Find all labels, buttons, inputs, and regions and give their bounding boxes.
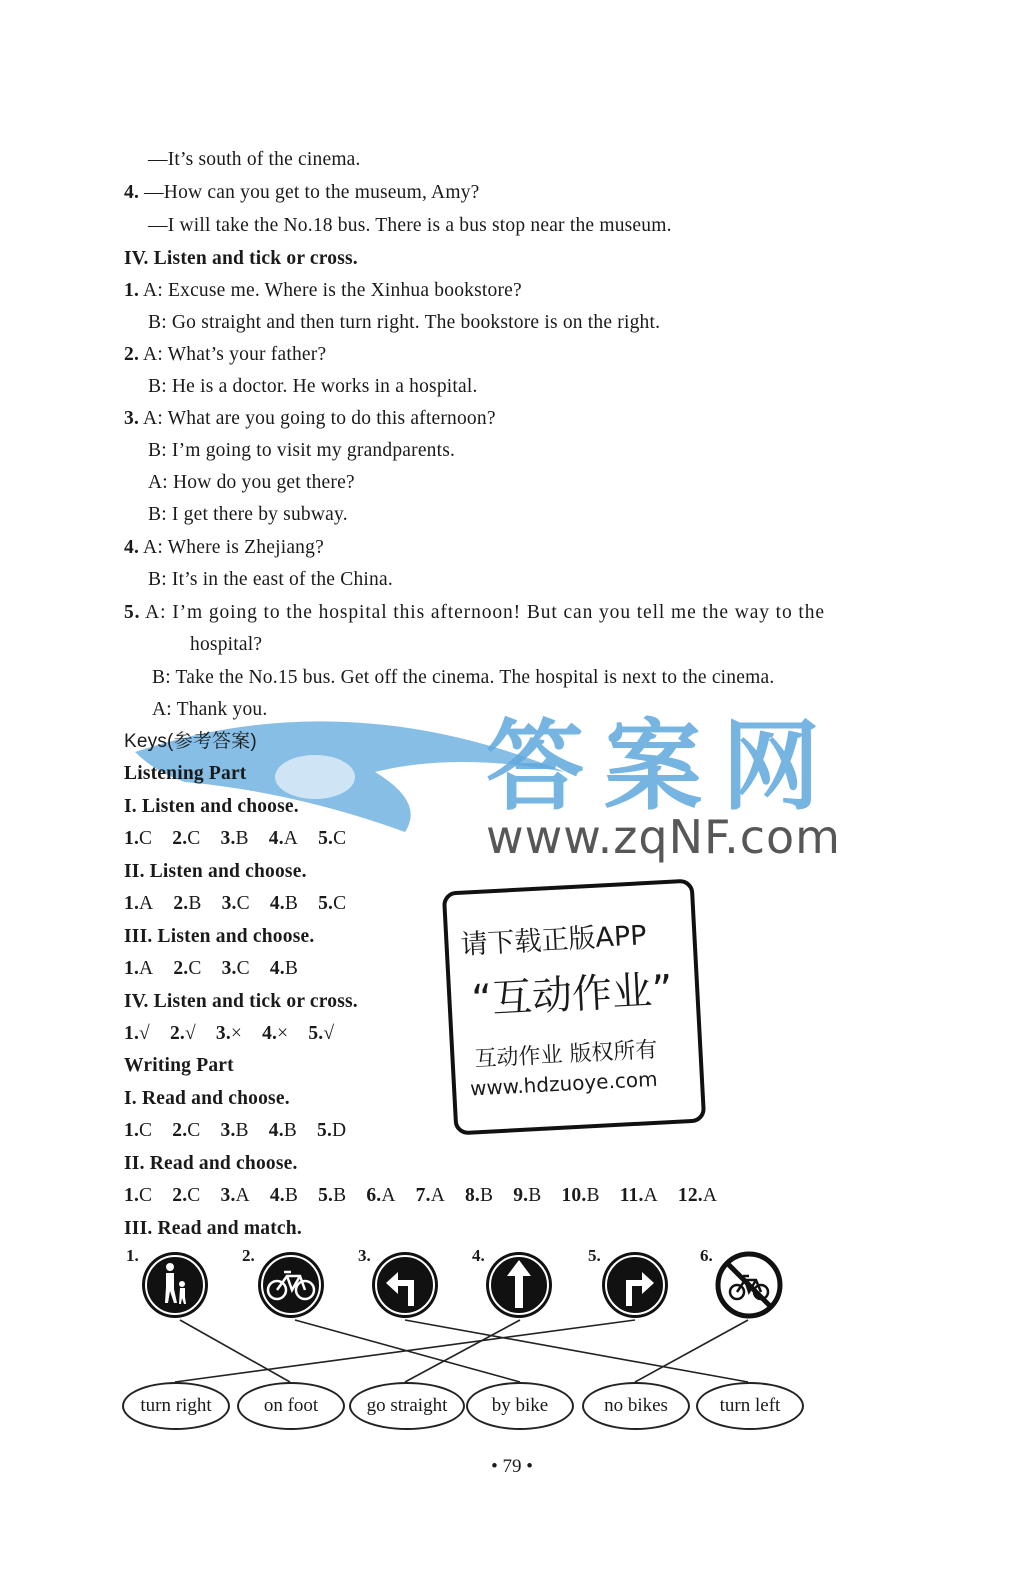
answer-number: 2. (172, 1185, 188, 1206)
answer-item (170, 1022, 196, 1046)
sign-number: 4. (472, 1246, 485, 1265)
answer-item (269, 827, 298, 851)
answer-item (620, 1184, 658, 1208)
answer-number: 2. (172, 1120, 188, 1141)
dialog-line (124, 279, 522, 303)
phrase-oval (466, 1382, 574, 1430)
straight-sign-icon (484, 1250, 554, 1320)
answer-value: C (236, 893, 250, 914)
item-number: 4. (124, 182, 140, 203)
answer-item (173, 957, 201, 981)
answer-value: B (586, 1185, 600, 1206)
bike-sign-icon (256, 1250, 326, 1320)
transcript-line: —It’s south of the cinema. (148, 149, 361, 170)
answer-value: B (333, 1185, 347, 1206)
answer-item (678, 1184, 717, 1208)
stamp-line: “互动作业” (470, 966, 674, 1024)
pedestrian-sign-icon (140, 1250, 210, 1320)
turn-right-sign-icon (600, 1250, 670, 1320)
phrase-label: turn right (140, 1395, 212, 1416)
phrase-oval (582, 1382, 690, 1430)
answer-row (124, 957, 318, 981)
sign-number: 5. (588, 1246, 601, 1265)
answer-item (172, 827, 200, 851)
dialog-line: A: How do you get there? (148, 472, 355, 493)
stamp-line: www.hdzuoye.com (469, 1066, 659, 1101)
answer-number: 3. (221, 958, 237, 979)
sign-number: 2. (242, 1246, 255, 1265)
dialog-line: hospital? (190, 634, 263, 655)
answer-value: × (230, 1023, 243, 1044)
dialog-line: B: He is a doctor. He works in a hospital. (148, 376, 478, 397)
answer-value: B (283, 1120, 297, 1141)
answer-number: 8. (464, 1185, 481, 1206)
answer-row (124, 827, 366, 851)
answer-item (221, 1184, 250, 1208)
section-heading: IV. Listen and tick or cross. (124, 248, 358, 269)
phrase-label: by bike (491, 1395, 549, 1416)
answer-item (124, 1119, 152, 1143)
answer-value: C (187, 828, 201, 849)
answer-item (221, 1119, 249, 1143)
answer-value: A (430, 1185, 445, 1206)
phrase-oval (349, 1382, 465, 1430)
answer-value: √ (139, 1023, 150, 1044)
dialog-line: B: Go straight and then turn right. The bookstore is on the right. (148, 312, 661, 333)
answer-item (124, 827, 152, 851)
match-line (405, 1320, 520, 1382)
sign-number: 6. (700, 1246, 713, 1265)
answer-number: 5. (318, 893, 334, 914)
answer-number: 1. (124, 828, 140, 849)
answer-value: B (284, 958, 299, 979)
phrase-label: no bikes (604, 1395, 668, 1416)
answer-number: 1. (124, 1023, 140, 1044)
answer-item (173, 892, 201, 916)
answer-item (221, 827, 249, 851)
section-heading: II. Listen and choose. (124, 861, 307, 882)
item-number: 4. (124, 537, 140, 558)
phrase-label: on foot (263, 1395, 319, 1416)
answer-number: 4. (269, 958, 285, 979)
answer-item (124, 892, 153, 916)
item-number: 5. (124, 602, 141, 623)
answer-item (124, 957, 153, 981)
answer-value: √ (184, 1023, 196, 1044)
dialog-line: B: It’s in the east of the China. (148, 569, 393, 590)
part-heading: Writing Part (124, 1055, 234, 1076)
answer-value: A (139, 893, 154, 914)
page-number: • 79 • (491, 1456, 533, 1477)
answer-value: C (139, 1185, 153, 1206)
answer-number: 11. (619, 1185, 644, 1206)
answer-item (270, 892, 298, 916)
answer-number: 9. (513, 1185, 529, 1206)
answer-item (172, 1119, 200, 1143)
section-heading: IV. Listen and tick or cross. (124, 991, 358, 1012)
section-heading: I. Listen and choose. (124, 796, 299, 817)
item-number: 3. (124, 408, 140, 429)
answer-item (270, 1184, 298, 1208)
answer-item (308, 1022, 334, 1046)
answer-row (124, 1022, 354, 1046)
answer-value: B (528, 1185, 542, 1206)
answer-item (216, 1022, 242, 1046)
answer-value: B (235, 828, 249, 849)
answer-row (124, 892, 366, 916)
answer-item (318, 1184, 346, 1208)
dialog-line: B: I get there by subway. (148, 504, 348, 525)
answer-row (124, 1119, 366, 1143)
dialog-line: B: Take the No.15 bus. Get off the cinema. The hospital is next to the cinema. (152, 667, 775, 688)
watermark-stamp (442, 879, 706, 1136)
answer-item (561, 1184, 599, 1208)
answer-number: 5. (318, 1185, 334, 1206)
answer-item (222, 892, 250, 916)
answer-value: B (284, 893, 299, 914)
answer-number: 3. (220, 1120, 236, 1141)
answer-number: 4. (269, 1185, 285, 1206)
section-heading: III. Read and match. (124, 1218, 302, 1239)
answer-value: B (480, 1185, 494, 1206)
phrase-label: turn left (719, 1395, 781, 1416)
watermark-url: www.zqNF.com (486, 810, 841, 864)
answer-number: 5. (308, 1023, 324, 1044)
match-line (295, 1320, 520, 1382)
answer-item (465, 1184, 493, 1208)
phrase-oval (122, 1382, 230, 1430)
answer-number: 1. (124, 1120, 140, 1141)
answer-number: 10. (561, 1185, 587, 1206)
answer-number: 3. (221, 893, 237, 914)
answer-number: 1. (124, 958, 140, 979)
answer-number: 4. (268, 828, 284, 849)
answer-number: 1. (124, 893, 140, 914)
answer-item (317, 1119, 346, 1143)
answer-value: C (188, 958, 202, 979)
sign-number: 3. (358, 1246, 371, 1265)
item-text: A: I’m going to the hospital this afternoon! But can you tell me the way to the (145, 602, 825, 623)
answer-row (124, 1184, 737, 1208)
dialog-line (124, 601, 825, 625)
answer-item (222, 957, 250, 981)
answer-item (513, 1184, 541, 1208)
answer-item (318, 827, 346, 851)
answer-value: C (333, 893, 347, 914)
answer-number: 2. (173, 893, 189, 914)
item-text: A: Where is Zhejiang? (143, 537, 324, 558)
answer-value: √ (323, 1023, 335, 1044)
answer-value: A (139, 958, 154, 979)
section-heading: I. Read and choose. (124, 1088, 290, 1109)
answer-number: 2. (172, 828, 188, 849)
item-number: 1. (124, 280, 140, 301)
dialog-line (124, 343, 326, 367)
answer-value: A (381, 1185, 396, 1206)
answer-number: 3. (220, 1185, 236, 1206)
answer-value: C (187, 1120, 201, 1141)
item-text: A: What’s your father? (143, 344, 327, 365)
answer-number: 2. (173, 958, 189, 979)
answer-item (366, 1184, 395, 1208)
watermark-chinese: 答案网 (486, 710, 841, 824)
answer-value: A (235, 1185, 250, 1206)
keys-title: Keys(参考答案) (124, 731, 257, 752)
answer-value: A (702, 1185, 718, 1206)
item-number: 2. (124, 344, 140, 365)
answer-item (416, 1184, 445, 1208)
no-bikes-sign-icon (714, 1250, 784, 1320)
item-text: A: What are you going to do this afternoon? (143, 408, 496, 429)
part-heading: Listening Part (124, 763, 247, 784)
stamp-line: 互动作业 版权所有 (473, 1037, 659, 1073)
answer-number: 4. (268, 1120, 284, 1141)
answer-value: B (284, 1185, 299, 1206)
match-line (175, 1320, 635, 1382)
answer-number: 4. (262, 1023, 278, 1044)
phrase-oval (696, 1382, 804, 1430)
answer-number: 7. (415, 1185, 431, 1206)
answer-number: 2. (169, 1023, 185, 1044)
answer-number: 5. (318, 828, 334, 849)
dialog-line: A: Thank you. (152, 699, 268, 720)
answer-item (318, 892, 346, 916)
transcript-line (124, 181, 480, 205)
dialog-line (124, 536, 324, 560)
answer-item (270, 957, 298, 981)
answer-value: A (643, 1185, 658, 1206)
turn-left-sign-icon (370, 1250, 440, 1320)
answer-value: B (188, 893, 202, 914)
match-line (405, 1320, 748, 1382)
answer-number: 3. (220, 828, 236, 849)
dialog-line (124, 407, 496, 431)
answer-number: 1. (124, 1185, 140, 1206)
answer-number: 3. (215, 1023, 231, 1044)
answer-value: × (277, 1023, 289, 1044)
answer-number: 6. (366, 1185, 382, 1206)
answer-value: B (235, 1120, 249, 1141)
answer-value: C (187, 1185, 201, 1206)
item-text: A: Excuse me. Where is the Xinhua bookstore? (143, 280, 522, 301)
match-line (635, 1320, 748, 1382)
phrase-label: go straight (366, 1395, 448, 1416)
answer-number: 5. (317, 1120, 333, 1141)
match-line (180, 1320, 290, 1382)
answer-item (262, 1022, 288, 1046)
sign-number: 1. (126, 1246, 139, 1265)
item-text: —How can you get to the museum, Amy? (144, 182, 480, 203)
dialog-line: B: I’m going to visit my grandparents. (148, 440, 456, 461)
transcript-line: —I will take the No.18 bus. There is a bus stop near the museum. (148, 215, 672, 236)
answer-item (124, 1184, 152, 1208)
answer-number: 4. (269, 893, 285, 914)
stamp-line: 请下载正版APP (459, 920, 648, 961)
answer-value: C (139, 828, 153, 849)
section-heading: III. Listen and choose. (124, 926, 315, 947)
answer-number: 12. (677, 1185, 703, 1206)
answer-item (172, 1184, 200, 1208)
answer-item (269, 1119, 297, 1143)
answer-value: A (283, 828, 299, 849)
answer-value: C (139, 1120, 153, 1141)
answer-value: C (333, 828, 347, 849)
phrase-oval (237, 1382, 345, 1430)
answer-value: C (236, 958, 250, 979)
answer-value: D (332, 1120, 347, 1141)
answer-item (124, 1022, 150, 1046)
section-heading: II. Read and choose. (124, 1153, 298, 1174)
